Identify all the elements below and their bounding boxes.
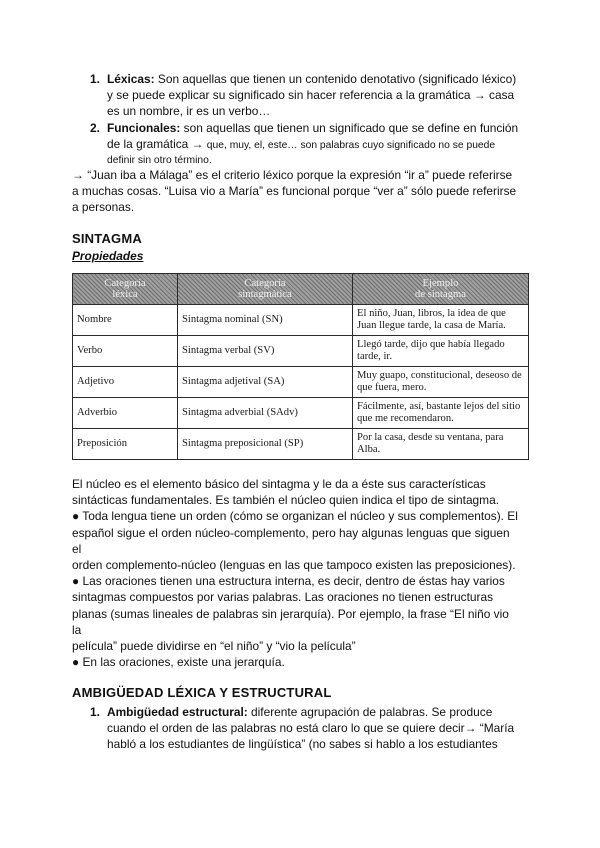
table-header-cell: Categoría léxica	[73, 274, 178, 305]
text-line: ● Toda lengua tiene un orden (cómo se organizan el núcleo y sus complementos). El	[72, 509, 518, 524]
text-line: orden complemento-núcleo (lenguas en las que tampoco existen las preposiciones).	[72, 558, 516, 573]
text-line: sintácticas fundamentales. Es también el núcleo quien indica el tipo de sintagma.	[72, 493, 499, 508]
example-paragraph	[72, 167, 532, 216]
table-cell-sintagma: Sintagma adjetival (SA)	[178, 367, 353, 398]
text-line: El núcleo es el elemento básico del sintagma y le da a éste sus características	[72, 477, 486, 491]
table-cell-category: Adverbio	[73, 398, 178, 429]
term-ambiguedad-estructural: Ambigüedad estructural:	[107, 705, 248, 719]
text-line: ● Las oraciones tienen una estructura interna, es decir, dentro de éstas hay varios	[72, 574, 505, 589]
text-line: a muchas cosas. “Luisa vio a María” es funcional porque “ver a” sólo puede referirse	[72, 184, 517, 199]
text-line: español sigue el orden núcleo-complemento, pero hay algunas lenguas que siguen	[72, 525, 510, 540]
table-row	[73, 305, 529, 336]
table-cell-category: Nombre	[73, 305, 178, 336]
section-heading-sintagma: SINTAGMA	[72, 231, 142, 246]
table-cell-sintagma: Sintagma adverbial (SAdv)	[178, 398, 353, 429]
table-cell-example: Por la casa, desde su ventana, para Alba.	[353, 429, 529, 460]
text-line-small: definir sin otro término.	[107, 155, 212, 167]
table-cell-sintagma: Sintagma nominal (SN)	[178, 305, 353, 336]
table-cell-example: Llegó tarde, dijo que había llegado tarde, ir.	[353, 336, 529, 367]
list-item-lexicas	[107, 71, 537, 120]
text-line: de la gramática →	[107, 137, 207, 152]
text-line: diferente agrupación de palabras. Se produce	[247, 705, 493, 719]
list-item-ambiguedad-estructural	[107, 704, 537, 753]
text-line: es un nombre, ir es un verbo…	[107, 104, 271, 119]
subheading-propiedades: Propiedades	[72, 249, 144, 263]
text-line: cuando el orden de las palabras no está claro lo que se quiere decir→ “María	[107, 721, 515, 736]
list-number: 2.	[90, 121, 100, 135]
text-line: → “Juan iba a Málaga” es el criterio léxico porque la expresión “ir a” puede referirse	[72, 168, 513, 182]
text-line: a personas.	[72, 200, 135, 215]
table-cell-sintagma: Sintagma preposicional (SP)	[178, 429, 353, 460]
table-header-cell: Categoría sintagmática	[178, 274, 353, 305]
table-cell-category: Preposición	[73, 429, 178, 460]
text-line: película” puede dividirse en “el niño” y “vio la película”	[72, 639, 356, 654]
text-line: habló a los estudiantes de lingüística” (no sabes si hablo a los estudiantes	[107, 737, 498, 752]
table-cell-example: Fácilmente, así, bastante lejos del sitio que me recomendaron.	[353, 398, 529, 429]
table-header-row	[73, 274, 529, 305]
section-heading-ambiguedad: AMBIGÜEDAD LÉXICA Y ESTRUCTURAL	[72, 685, 332, 700]
text-line: planas (sumas lineales de palabras sin jerarquía). Por ejemplo, la frase “El niño vio	[72, 606, 509, 621]
table-row	[73, 429, 529, 460]
table-cell-category: Adjetivo	[73, 367, 178, 398]
text-line: el	[72, 541, 82, 556]
sintagma-table	[72, 273, 529, 460]
list-number: 1.	[90, 72, 100, 86]
term-funcionales: Funcionales:	[107, 121, 181, 135]
table-row	[73, 367, 529, 398]
table-cell-category: Verbo	[73, 336, 178, 367]
text-line: son aquellas que tienen un significado que se define en función	[180, 121, 519, 135]
text-line: sintagmas compuestos por varias palabras. Las oraciones no tienen estructuras	[72, 590, 494, 605]
text-line-small: que, muy, el, este… son palabras cuyo significado no se puede	[206, 140, 496, 152]
table-cell-example: El niño, Juan, libros, la idea de que Juan llegue tarde, la casa de María.	[353, 305, 529, 336]
table-row	[73, 336, 529, 367]
text-line: la	[72, 622, 82, 637]
term-lexicas: Léxicas:	[107, 72, 155, 86]
sintagma-body-text	[72, 476, 542, 670]
list-number: 1.	[90, 705, 100, 719]
list-item-funcionales	[107, 120, 537, 168]
table-header-cell: Ejemplo de sintagma	[353, 274, 529, 305]
text-line: y se puede explicar su significado sin hacer referencia a la gramática → casa	[107, 88, 515, 103]
table-row	[73, 398, 529, 429]
text-line: Son aquellas que tienen un contenido denotativo (significado léxico)	[154, 72, 517, 86]
table-cell-example: Muy guapo, constitucional, deseoso de que fuera, mero.	[353, 367, 529, 398]
table-cell-sintagma: Sintagma verbal (SV)	[178, 336, 353, 367]
text-line: ● En las oraciones, existe una jerarquía.	[72, 655, 285, 670]
